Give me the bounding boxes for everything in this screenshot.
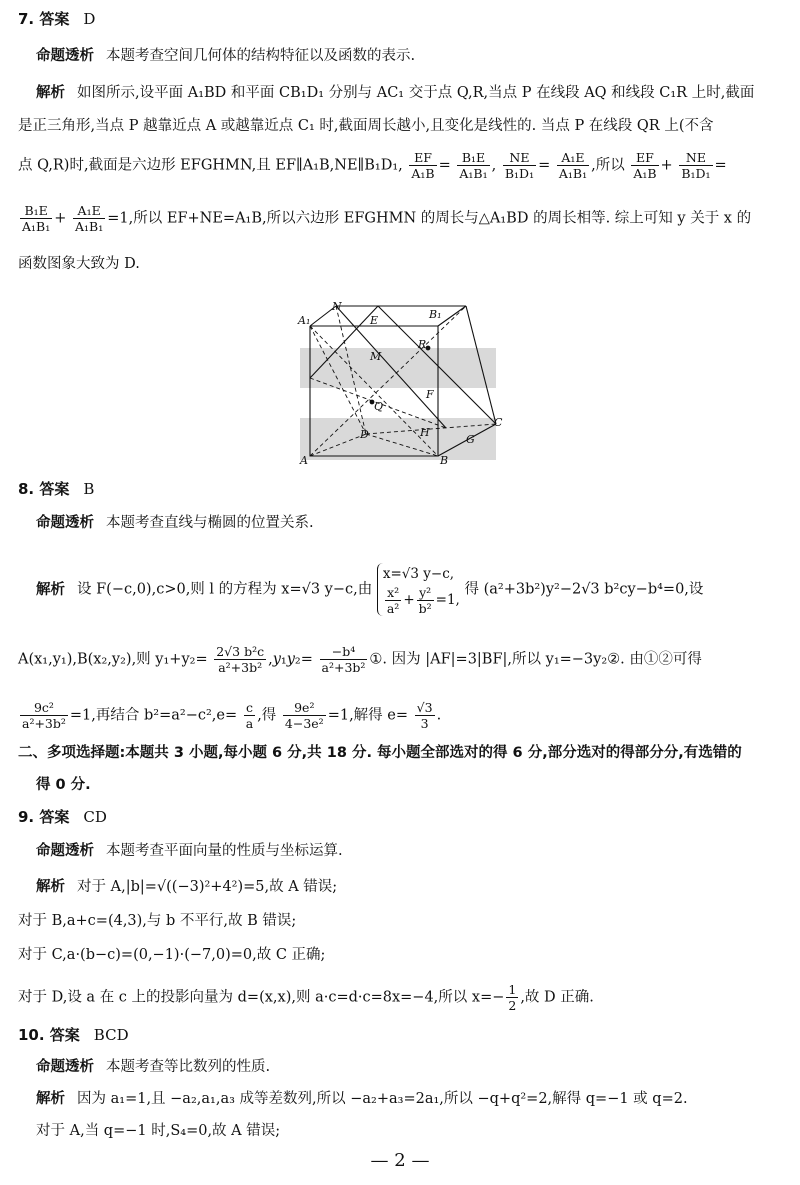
label-m: M <box>370 350 382 363</box>
label-a: A <box>300 454 308 467</box>
q8-analysis-line1: 解析 设 F(−c,0),c>0,则 l 的方程为 x=√3 y−c,由 x=√3 y−c, $\frac{\text{x²}}{\text{a²}}$ + $\frac{\text{y²}}{\text{b²}}$ =1, 得 (a²+3b²)y²−2√3 b²cy−b⁴=0,设 <box>36 563 786 616</box>
q7-answer-row <box>18 8 786 29</box>
q7-label: 7. 答案 D <box>18 10 96 28</box>
q7-analysis-line1: 解析 如图所示,设平面 A₁BD 和平面 CB₁D₁ 分别与 AC₁ 交于点 Q,R,当点 P 在线段 AQ 和线段 C₁R 上时,截面 <box>36 85 755 101</box>
q9-answer: CD <box>83 808 107 826</box>
q10-answer: BCD <box>93 1026 129 1044</box>
q10-answer-row <box>18 1024 786 1045</box>
q7-analysis-line5: 函数图象大致为 D. <box>18 256 140 272</box>
label-e: E <box>370 314 379 327</box>
q7-intent: 命题透析 本题考查空间几何体的结构特征以及函数的表示. <box>36 48 416 64</box>
label-a1: A₁ <box>298 314 311 327</box>
q9-analysis-line4: 对于 D,设 a 在 c 上的投影向量为 d=(x,x),则 a·c=d·c=8x=−4,所以 x=− $\frac{1}{2}$ ,故 D 正确. <box>18 982 594 1013</box>
q9-intent: 命题透析 本题考查平面向量的性质与坐标运算. <box>36 843 343 859</box>
q7-analysis-line4: $\frac{\text{B₁E}}{\text{A₁B₁}}$ + $\frac{\text{A₁E}}{\text{A₁B₁}}$ =1,所以 EF+NE=A₁B,所以六边形 EFGHMN 的周长与△A₁BD 的周长相等. 综上可知 y 关于 x 的 <box>22 203 752 234</box>
q9-analysis-line2: 对于 B,a+c=(4,3),与 b 不平行,故 B 错误; <box>18 913 297 929</box>
edge-b1c1 <box>438 306 466 326</box>
section-2-heading-cont: 得 0 分. <box>36 777 91 793</box>
label-h: H <box>420 426 430 439</box>
q8-intent: 命题透析 本题考查直线与椭圆的位置关系. <box>36 515 314 531</box>
label-q: Q <box>374 400 384 413</box>
label-c: C <box>494 416 503 429</box>
label-r: R <box>418 338 427 351</box>
q10-intent: 命题透析 本题考查等比数列的性质. <box>36 1059 271 1075</box>
label-b: B <box>440 454 449 467</box>
equation-system: x=√3 y−c, $\frac{\text{x²}}{\text{a²}}$ + $\frac{\text{y²}}{\text{b²}}$ =1, <box>377 563 460 616</box>
q10-analysis-line2: 对于 A,当 q=−1 时,S₄=0,故 A 错误; <box>36 1123 281 1139</box>
q7-analysis-line2: 是正三角形,当点 P 越靠近点 A 或越靠近点 C₁ 时,截面周长越小,且变化是线性的. 当点 P 在线段 QR 上(不含 <box>18 118 714 134</box>
q9-answer-row <box>18 806 786 827</box>
q8-answer: B <box>83 480 95 498</box>
q8-label: 8. 答案 B <box>18 480 95 498</box>
q8-analysis-line2: A(x₁,y₁),B(x₂,y₂),则 y₁+y₂= $\frac{\text{2√3 b²c}}{\text{a²+3b²}}$ ,y₁y₂= $\frac{\text{−b⁴}}{\text{a²+3b²}}$ ①. 因为 |AF|=3|BF|,所以 y₁=−3y₂②. 由①②可得 <box>18 644 702 675</box>
label-d: D <box>360 428 369 441</box>
label-b1: B₁ <box>429 308 442 321</box>
page-number: — 2 — <box>370 1150 430 1171</box>
q7-answer: D <box>83 10 96 28</box>
section-2-heading: 二、多项选择题:本题共 3 小题,每小题 6 分,共 18 分. 每小题全部选对的得 6 分,部分选对的得部分分,有选错的 <box>18 745 742 761</box>
label-g: G <box>466 433 475 446</box>
q7-analysis-line3: 点 Q,R)时,截面是六边形 EFGHMN,且 EF∥A₁B,NE∥B₁D₁, $\frac{EF}{\text{A₁B}}$ = $\frac{\text{B₁E}}{\text{A₁B₁}}$ , $\frac{NE}{\text{B₁D₁}}$ = $\frac{\text{A₁E}}{\text{A₁B₁}}$ ,所以 $\frac{EF}{\text{A₁B}}$ + $\frac{NE}{\text{B₁D₁}}$ = <box>18 150 727 181</box>
q9-analysis-line3: 对于 C,a·(b−c)=(0,−1)·(−7,0)=0,故 C 正确; <box>18 947 326 963</box>
q10-analysis-line1: 解析 因为 a₁=1,且 −a₂,a₁,a₃ 成等差数列,所以 −a₂+a₃=2a₁,所以 −q+q²=2,解得 q=−1 或 q=2. <box>36 1091 688 1107</box>
q8-answer-row <box>18 478 786 499</box>
q9-analysis-line1: 解析 对于 A,|b|=√((−3)²+4²)=5,故 A 错误; <box>36 879 338 895</box>
label-n: N <box>332 300 342 313</box>
point-r <box>426 346 431 351</box>
q10-label: 10. 答案 BCD <box>18 1026 129 1044</box>
q8-analysis-line3: $\frac{\text{9c²}}{\text{a²+3b²}}$ =1,再结合 b²=a²−c²,e= $\frac{c}{a}$ ,得 $\frac{\text{9e²}}{\text{4−3e²}}$ =1,解得 e= $\frac{√3}{3}$ . <box>22 700 442 731</box>
figure-shade-band <box>300 348 496 388</box>
q9-label: 9. 答案 CD <box>18 808 107 826</box>
q7-cube-figure <box>296 298 506 468</box>
label-f: F <box>426 388 434 401</box>
